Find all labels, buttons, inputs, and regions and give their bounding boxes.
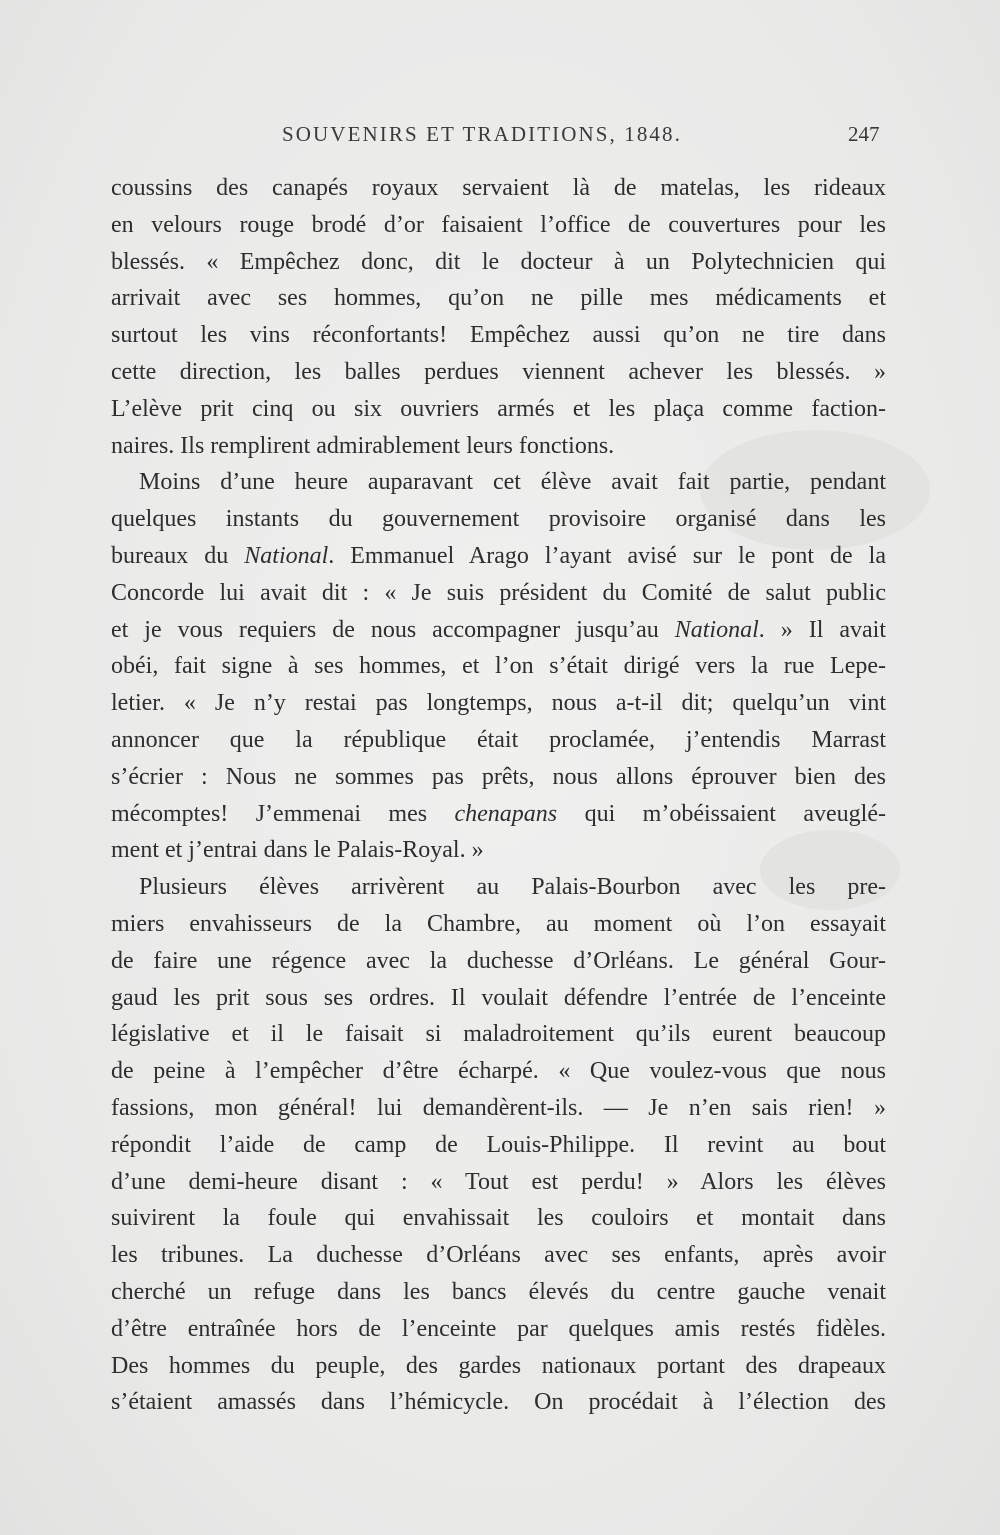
text-line: naires. Ils remplirent admirablement leurs fonctions.	[111, 432, 615, 459]
text-line: de peine à l’empêcher d’être écharpé. « Que voulez-vous que nous	[111, 1058, 886, 1085]
text-line: cette direction, les balles perdues viennent achever les blessés. »	[111, 358, 886, 385]
text-line: s’écrier : Nous ne sommes pas prêts, nous allons éprouver bien des	[111, 763, 886, 790]
text-line: législative et il le faisait si maladroitement qu’ils eurent beaucoup	[111, 1021, 886, 1048]
text-line: obéi, fait signe à ses hommes, et l’on s’était dirigé vers la rue Lepe-	[111, 653, 886, 680]
page-number: 247	[848, 122, 880, 146]
text-line: L’elève prit cinq ou six ouvriers armés et les plaça comme faction-	[111, 395, 886, 422]
italic-term: National	[674, 616, 759, 643]
running-head: SOUVENIRS ET TRADITIONS, 1848.	[282, 122, 682, 146]
text-line: de faire une régence avec la duchesse d’Orléans. Le général Gour-	[111, 947, 886, 974]
text-line: letier. « Je n’y restai pas longtemps, nous a-t-il dit; quelqu’un vint	[111, 690, 886, 717]
text-line: gaud les prit sous ses ordres. Il voulait défendre l’entrée de l’enceinte	[111, 984, 886, 1011]
italic-term: chenapans	[454, 800, 558, 827]
text-line: Concorde lui avait dit : « Je suis président du Comité de salut public	[111, 579, 886, 606]
text-line: miers envahisseurs de la Chambre, au moment où l’on essayait	[111, 910, 886, 937]
text-line: les tribunes. La duchesse d’Orléans avec ses enfants, après avoir	[111, 1242, 886, 1269]
text-line: arrivait avec ses hommes, qu’on ne pille mes médicaments et	[111, 285, 886, 312]
text-line: mécomptes! J’emmenai mes chenapans qui m’obéissaient aveuglé-	[111, 800, 886, 827]
text-line: d’une demi-heure disant : « Tout est perdu! » Alors les élèves	[111, 1168, 886, 1195]
text-line: s’étaient amassés dans l’hémicycle. On procédait à l’élection des	[111, 1389, 886, 1416]
text-line: répondit l’aide de camp de Louis-Philippe. Il revint au bout	[111, 1131, 886, 1158]
text-line: quelques instants du gouvernement provisoire organisé dans les	[111, 506, 886, 533]
text-line: Plusieurs élèves arrivèrent au Palais-Bourbon avec les pre-	[139, 874, 886, 901]
text-line: cherché un refuge dans les bancs élevés du centre gauche venait	[111, 1278, 886, 1305]
italic-term: National	[244, 542, 329, 569]
text-line: en velours rouge brodé d’or faisaient l’office de couvertures pour les	[111, 211, 886, 238]
text-line: d’être entraînée hors de l’enceinte par quelques amis restés fidèles.	[111, 1315, 886, 1342]
text-line: annoncer que la république était proclamée, j’entendis Marrast	[111, 726, 886, 753]
body-text	[111, 170, 886, 1421]
text-line: Moins d’une heure auparavant cet élève avait fait partie, pendant	[139, 469, 886, 496]
text-line: surtout les vins réconfortants! Empêchez aussi qu’on ne tire dans	[111, 322, 886, 349]
text-line: coussins des canapés royaux servaient là de matelas, les rideaux	[111, 175, 886, 201]
text-line: blessés. « Empêchez donc, dit le docteur à un Polytechnicien qui	[111, 248, 886, 275]
text-line: ment et j’entrai dans le Palais-Royal. »	[111, 837, 484, 864]
page-header	[0, 122, 1000, 162]
text-line: Des hommes du peuple, des gardes nationaux portant des drapeaux	[111, 1352, 886, 1379]
text-line: et je vous requiers de nous accompagner jusqu’au National. » Il avait	[111, 616, 886, 643]
text-line: bureaux du National. Emmanuel Arago l’ayant avisé sur le pont de la	[111, 542, 886, 569]
text-line: suivirent la foule qui envahissait les couloirs et montait dans	[111, 1205, 886, 1232]
text-line: fassions, mon général! lui demandèrent-ils. — Je n’en sais rien! »	[111, 1094, 886, 1121]
